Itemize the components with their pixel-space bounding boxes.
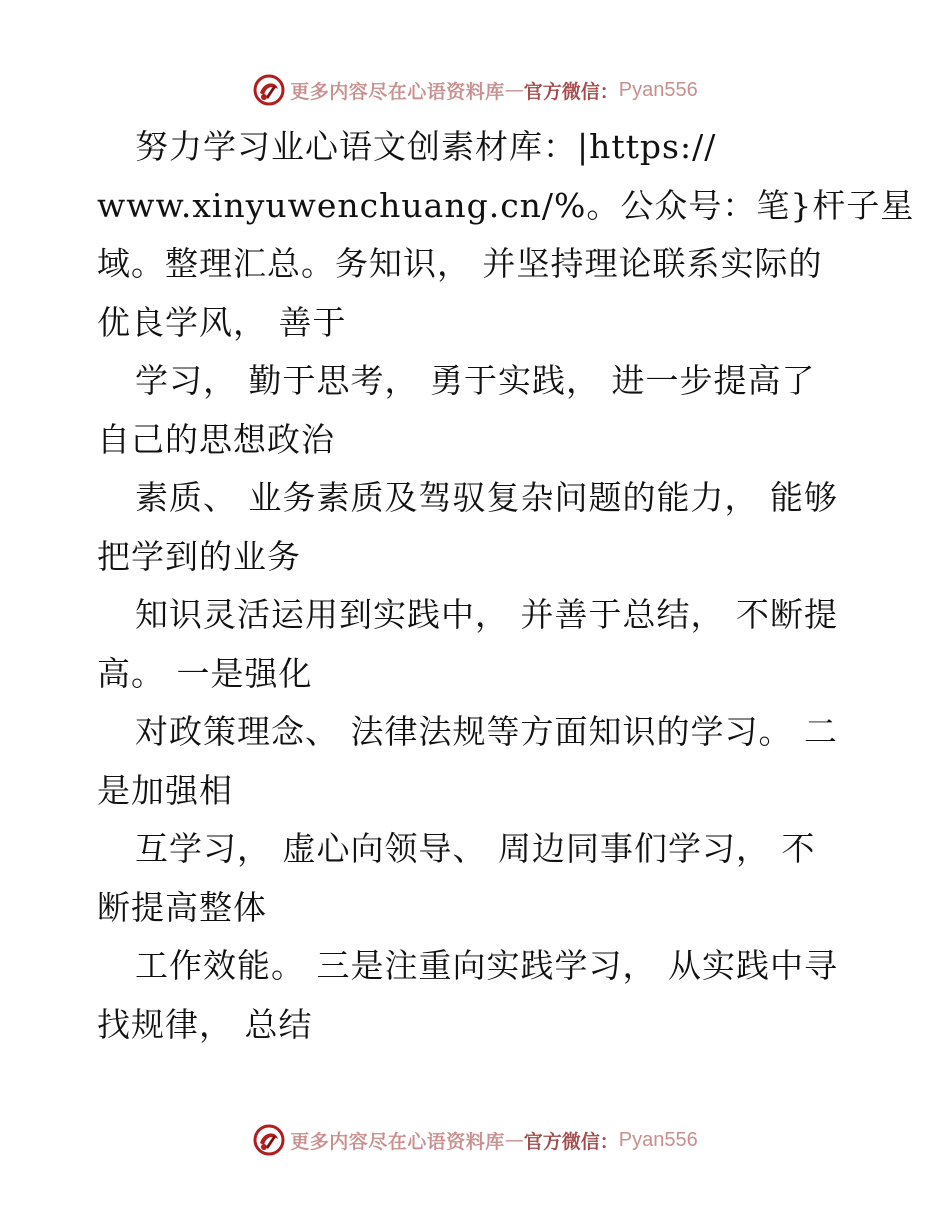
body-line: 互学习， 虚心向领导、 周边同事们学习， 不 xyxy=(135,829,816,868)
body-line: 素质、 业务素质及驾驭复杂问题的能力， 能够 xyxy=(135,478,838,517)
body-line: 学习， 勤于思考， 勇于实践， 进一步提高了 xyxy=(135,361,816,400)
header-banner xyxy=(0,68,950,112)
document-body xyxy=(97,118,915,1054)
footer-banner xyxy=(0,1118,950,1162)
banner-wechat-id: Pyan556 xyxy=(618,1128,698,1151)
banner-main-text: 更多内容尽在心语资料库 xyxy=(290,1130,505,1153)
banner-wechat-label: 官方微信： xyxy=(523,1130,619,1153)
body-line: 是加强相 xyxy=(97,770,233,810)
body-line: 断提高整体 xyxy=(97,887,267,927)
body-line: 知识灵活运用到实践中， 并善于总结， 不断提 xyxy=(135,595,838,634)
body-line: 努力学习业心语文创素材库：|https:// xyxy=(135,127,717,166)
body-line: www.xinyuwenchuang.cn/%。公众号：笔}杆子星 xyxy=(97,185,915,225)
banner-wechat-label: 官方微信： xyxy=(523,80,619,103)
banner-main-text: 更多内容尽在心语资料库 xyxy=(290,80,505,103)
banner-dash: — xyxy=(504,79,524,101)
body-line: 把学到的业务 xyxy=(97,536,301,576)
red-swirl-logo-icon xyxy=(252,73,286,107)
body-line: 域。整理汇总。务知识， 并坚持理论联系实际的 xyxy=(97,244,823,283)
body-line: 优良学风， 善于 xyxy=(97,302,347,342)
banner-dash: — xyxy=(504,1129,524,1151)
banner-wechat-id: Pyan556 xyxy=(618,78,698,101)
body-line: 自己的思想政治 xyxy=(97,419,335,459)
body-line: 对政策理念、 法律法规等方面知识的学习。 二 xyxy=(135,712,838,751)
body-line: 工作效能。 三是注重向实践学习， 从实践中寻 xyxy=(135,946,838,985)
body-line: 高。 一是强化 xyxy=(97,653,313,693)
red-swirl-logo-icon xyxy=(252,1123,286,1157)
body-line: 找规律， 总结 xyxy=(97,1004,313,1044)
